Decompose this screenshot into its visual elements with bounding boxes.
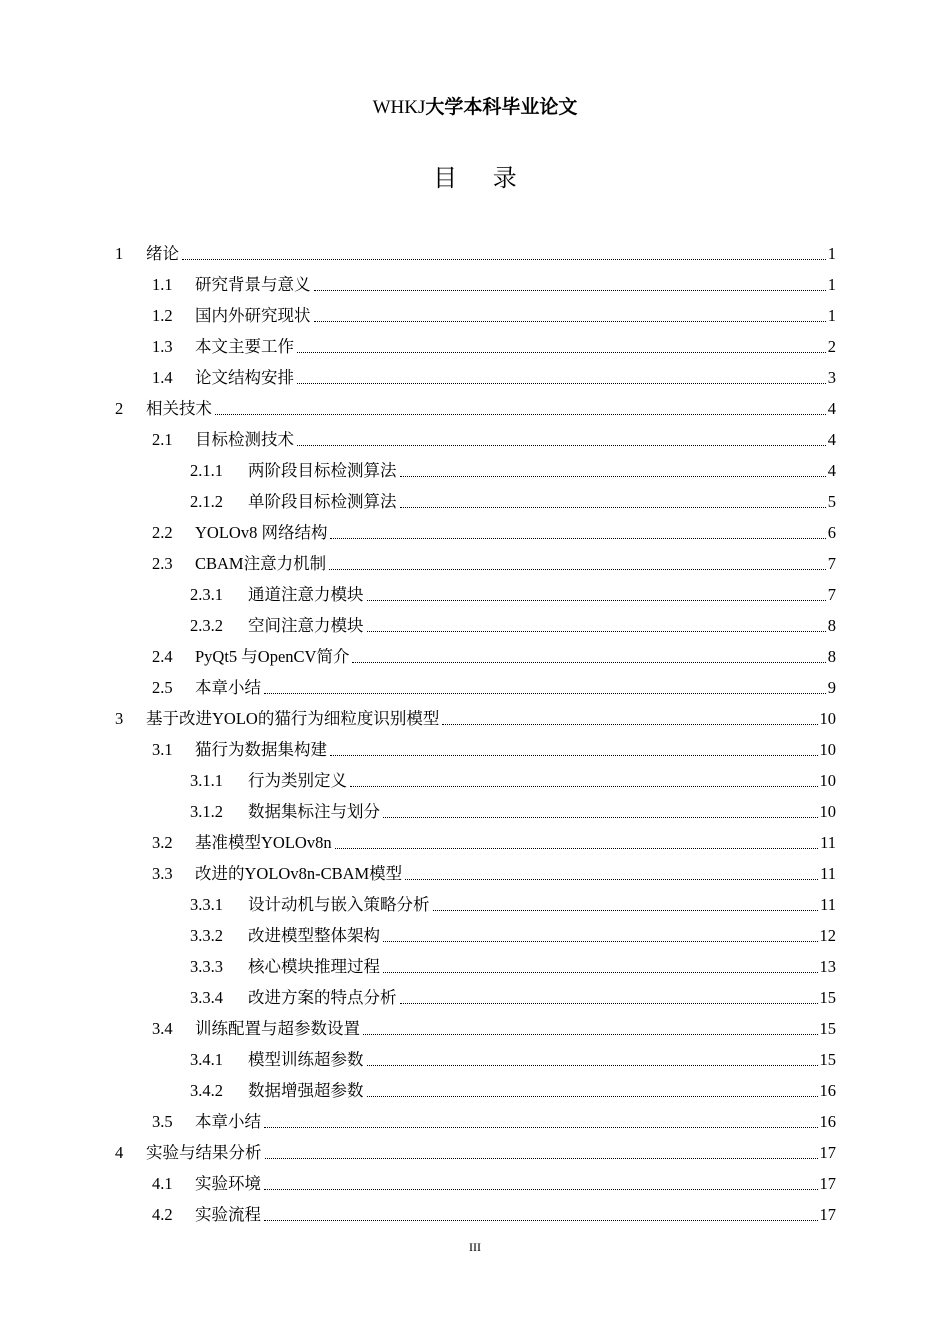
toc-entry-page: 1 bbox=[827, 306, 836, 325]
toc-entry[interactable] bbox=[0, 238, 950, 269]
toc-entry-page: 1 bbox=[827, 244, 836, 263]
toc-entry[interactable] bbox=[0, 548, 950, 579]
toc-entry-number: 3.3.1 bbox=[190, 895, 223, 914]
toc-entry-label: 数据集标注与划分 bbox=[248, 802, 380, 821]
toc-entry-number: 3.4.1 bbox=[190, 1050, 223, 1069]
toc-entry-body bbox=[195, 269, 836, 300]
toc-entry-page: 3 bbox=[827, 368, 836, 387]
toc-entry-number: 2 bbox=[115, 399, 124, 418]
toc-dot-leader bbox=[182, 259, 826, 260]
toc-dot-leader bbox=[314, 321, 826, 322]
toc-entry-body bbox=[195, 331, 836, 362]
toc-entry-label: 实验环境 bbox=[195, 1174, 261, 1193]
toc-dot-leader bbox=[297, 445, 826, 446]
toc-entry-label: 本章小结 bbox=[195, 678, 261, 697]
toc-entry-page: 13 bbox=[819, 957, 836, 976]
toc-entry[interactable] bbox=[0, 1137, 950, 1168]
toc-entry-label: 本章小结 bbox=[195, 1112, 261, 1131]
toc-entry-page: 8 bbox=[827, 616, 836, 635]
toc-entry-label: 目标检测技术 bbox=[195, 430, 294, 449]
toc-entry-number: 4 bbox=[115, 1143, 124, 1162]
toc-dot-leader bbox=[442, 724, 817, 725]
toc-entry-label: 行为类别定义 bbox=[248, 771, 347, 790]
toc-dot-leader bbox=[352, 662, 825, 663]
toc-entry[interactable] bbox=[0, 1168, 950, 1199]
toc-entry-label: 数据增强超参数 bbox=[248, 1081, 364, 1100]
toc-entry-number: 2.3.1 bbox=[190, 585, 223, 604]
toc-entry-page: 2 bbox=[827, 337, 836, 356]
toc-entry[interactable] bbox=[0, 579, 950, 610]
toc-entry-body bbox=[248, 765, 836, 796]
toc-entry[interactable] bbox=[0, 269, 950, 300]
toc-dot-leader bbox=[400, 507, 826, 508]
toc-entry-label: PyQt5 与OpenCV简介 bbox=[195, 647, 350, 666]
toc-entry[interactable] bbox=[0, 951, 950, 982]
toc-entry-number: 4.2 bbox=[152, 1205, 173, 1224]
toc-entry-number: 3.3.4 bbox=[190, 988, 223, 1007]
toc-entry-number: 3.1.1 bbox=[190, 771, 223, 790]
toc-entry-page: 11 bbox=[820, 833, 836, 852]
toc-entry-body bbox=[195, 672, 836, 703]
toc-entry-number: 3.1 bbox=[152, 740, 173, 759]
toc-entry-body bbox=[195, 827, 836, 858]
toc-entry[interactable] bbox=[0, 331, 950, 362]
toc-entry-body bbox=[195, 1168, 836, 1199]
toc-entry-body bbox=[195, 858, 836, 889]
toc-entry-body bbox=[195, 1013, 836, 1044]
toc-entry[interactable] bbox=[0, 517, 950, 548]
toc-entry-body bbox=[146, 1137, 836, 1168]
toc-entry-number: 3.4.2 bbox=[190, 1081, 223, 1100]
toc-entry-number: 1.1 bbox=[152, 275, 173, 294]
toc-entry[interactable] bbox=[0, 672, 950, 703]
toc-entry-label: 实验与结果分析 bbox=[146, 1143, 262, 1162]
toc-dot-leader bbox=[329, 569, 826, 570]
toc-entry-body bbox=[146, 703, 836, 734]
toc-entry-label: 研究背景与意义 bbox=[195, 275, 311, 294]
toc-entry[interactable] bbox=[0, 889, 950, 920]
toc-entry[interactable] bbox=[0, 1106, 950, 1137]
toc-dot-leader bbox=[383, 972, 818, 973]
header-thesis-title: 大学本科毕业论文 bbox=[425, 96, 578, 118]
toc-entry-number: 2.3 bbox=[152, 554, 173, 573]
toc-entry-page: 4 bbox=[827, 461, 836, 480]
toc-entry-label: 猫行为数据集构建 bbox=[195, 740, 327, 759]
toc-entry-body bbox=[248, 579, 836, 610]
toc-dot-leader bbox=[367, 631, 826, 632]
toc-entry-page: 5 bbox=[827, 492, 836, 511]
toc-entry-number: 1 bbox=[115, 244, 124, 263]
toc-entry[interactable] bbox=[0, 424, 950, 455]
toc-entry[interactable] bbox=[0, 1075, 950, 1106]
toc-entry-number: 2.5 bbox=[152, 678, 173, 697]
toc-entry-label: CBAM注意力机制 bbox=[195, 554, 327, 573]
toc-entry-page: 6 bbox=[827, 523, 836, 542]
table-of-contents bbox=[0, 238, 950, 1230]
toc-entry-page: 17 bbox=[819, 1205, 836, 1224]
toc-entry-body bbox=[248, 982, 836, 1013]
toc-entry-page: 7 bbox=[827, 585, 836, 604]
toc-entry-body bbox=[248, 951, 836, 982]
toc-entry[interactable] bbox=[0, 858, 950, 889]
toc-entry-body bbox=[146, 238, 836, 269]
page-number: III bbox=[469, 1240, 481, 1254]
toc-entry-body bbox=[195, 734, 836, 765]
toc-entry-label: 单阶段目标检测算法 bbox=[248, 492, 397, 511]
toc-dot-leader bbox=[314, 290, 826, 291]
toc-dot-leader bbox=[264, 1127, 818, 1128]
toc-entry-page: 17 bbox=[819, 1143, 836, 1162]
toc-entry-page: 1 bbox=[827, 275, 836, 294]
toc-entry-page: 9 bbox=[827, 678, 836, 697]
toc-entry[interactable] bbox=[0, 610, 950, 641]
toc-entry[interactable] bbox=[0, 362, 950, 393]
toc-dot-leader bbox=[215, 414, 826, 415]
toc-dot-leader bbox=[400, 1003, 818, 1004]
toc-entry-number: 3.5 bbox=[152, 1112, 173, 1131]
toc-entry[interactable] bbox=[0, 920, 950, 951]
toc-dot-leader bbox=[363, 1034, 818, 1035]
toc-entry-number: 2.1 bbox=[152, 430, 173, 449]
toc-entry-page: 10 bbox=[819, 802, 836, 821]
toc-entry-page: 10 bbox=[819, 740, 836, 759]
toc-entry[interactable] bbox=[0, 1199, 950, 1230]
toc-entry[interactable] bbox=[0, 300, 950, 331]
toc-entry-page: 10 bbox=[819, 771, 836, 790]
toc-entry-number: 2.3.2 bbox=[190, 616, 223, 635]
toc-entry-number: 2.2 bbox=[152, 523, 173, 542]
toc-entry[interactable] bbox=[0, 1044, 950, 1075]
toc-dot-leader bbox=[264, 693, 826, 694]
toc-entry-body bbox=[248, 610, 836, 641]
toc-entry[interactable] bbox=[0, 486, 950, 517]
toc-entry[interactable] bbox=[0, 765, 950, 796]
toc-entry[interactable] bbox=[0, 734, 950, 765]
toc-dot-leader bbox=[264, 1220, 818, 1221]
toc-entry-body bbox=[248, 455, 836, 486]
toc-entry-label: 基准模型YOLOv8n bbox=[195, 833, 332, 852]
toc-title: 目 录 bbox=[433, 164, 531, 192]
toc-dot-leader bbox=[433, 910, 819, 911]
toc-entry-number: 3.3.3 bbox=[190, 957, 223, 976]
toc-entry-body bbox=[248, 1044, 836, 1075]
toc-entry-number: 4.1 bbox=[152, 1174, 173, 1193]
toc-entry-label: 实验流程 bbox=[195, 1205, 261, 1224]
toc-entry-page: 11 bbox=[820, 864, 836, 883]
toc-entry-page: 4 bbox=[827, 399, 836, 418]
toc-entry-page: 16 bbox=[819, 1112, 836, 1131]
toc-entry-page: 4 bbox=[827, 430, 836, 449]
toc-entry[interactable] bbox=[0, 982, 950, 1013]
toc-entry-number: 1.4 bbox=[152, 368, 173, 387]
toc-dot-leader bbox=[335, 848, 819, 849]
toc-entry[interactable] bbox=[0, 796, 950, 827]
toc-entry-number: 2.1.1 bbox=[190, 461, 223, 480]
toc-entry-body bbox=[248, 486, 836, 517]
toc-dot-leader bbox=[405, 879, 818, 880]
toc-entry-label: 核心模块推理过程 bbox=[248, 957, 380, 976]
toc-entry-body bbox=[146, 393, 836, 424]
toc-entry-label: 本文主要工作 bbox=[195, 337, 294, 356]
toc-entry-page: 16 bbox=[819, 1081, 836, 1100]
toc-entry-body bbox=[195, 362, 836, 393]
toc-entry-label: YOLOv8 网络结构 bbox=[195, 523, 328, 542]
toc-entry-number: 3.3 bbox=[152, 864, 173, 883]
toc-dot-leader bbox=[297, 352, 826, 353]
toc-entry-page: 15 bbox=[819, 1050, 836, 1069]
toc-dot-leader bbox=[400, 476, 826, 477]
toc-dot-leader bbox=[367, 1096, 818, 1097]
toc-dot-leader bbox=[330, 538, 825, 539]
toc-entry-page: 15 bbox=[819, 988, 836, 1007]
toc-entry[interactable] bbox=[0, 827, 950, 858]
toc-dot-leader bbox=[367, 1065, 818, 1066]
toc-entry[interactable] bbox=[0, 703, 950, 734]
toc-entry[interactable] bbox=[0, 1013, 950, 1044]
toc-entry-label: 基于改进YOLO的猫行为细粒度识别模型 bbox=[146, 709, 440, 728]
toc-dot-leader bbox=[350, 786, 818, 787]
header-university-code: WHKJ bbox=[372, 97, 426, 118]
document-header bbox=[0, 93, 950, 122]
toc-entry-number: 3.3.2 bbox=[190, 926, 223, 945]
toc-entry-number: 3.2 bbox=[152, 833, 173, 852]
toc-entry-number: 1.3 bbox=[152, 337, 173, 356]
toc-entry-label: 训练配置与超参数设置 bbox=[195, 1019, 360, 1038]
toc-entry-number: 3 bbox=[115, 709, 124, 728]
toc-dot-leader bbox=[383, 817, 818, 818]
toc-entry[interactable] bbox=[0, 393, 950, 424]
toc-entry-number: 3.1.2 bbox=[190, 802, 223, 821]
toc-dot-leader bbox=[367, 600, 826, 601]
toc-entry-number: 1.2 bbox=[152, 306, 173, 325]
toc-entry[interactable] bbox=[0, 641, 950, 672]
toc-entry-page: 12 bbox=[819, 926, 836, 945]
toc-entry-label: 两阶段目标检测算法 bbox=[248, 461, 397, 480]
toc-entry-page: 8 bbox=[827, 647, 836, 666]
toc-entry-body bbox=[248, 920, 836, 951]
toc-entry-label: 国内外研究现状 bbox=[195, 306, 311, 325]
toc-entry-body bbox=[248, 1075, 836, 1106]
toc-entry-body bbox=[195, 641, 836, 672]
toc-entry-body bbox=[195, 1106, 836, 1137]
toc-entry-label: 通道注意力模块 bbox=[248, 585, 364, 604]
toc-entry-label: 论文结构安排 bbox=[195, 368, 294, 387]
toc-dot-leader bbox=[264, 1189, 818, 1190]
toc-entry-number: 2.1.2 bbox=[190, 492, 223, 511]
toc-entry-body bbox=[195, 300, 836, 331]
toc-entry-page: 17 bbox=[819, 1174, 836, 1193]
toc-dot-leader bbox=[383, 941, 818, 942]
toc-entry-body bbox=[195, 424, 836, 455]
toc-entry-body bbox=[248, 796, 836, 827]
toc-entry-label: 空间注意力模块 bbox=[248, 616, 364, 635]
toc-entry-body bbox=[195, 1199, 836, 1230]
toc-dot-leader bbox=[330, 755, 818, 756]
toc-entry-label: 改进方案的特点分析 bbox=[248, 988, 397, 1007]
toc-entry-label: 改进模型整体架构 bbox=[248, 926, 380, 945]
toc-entry-page: 15 bbox=[819, 1019, 836, 1038]
toc-entry-number: 2.4 bbox=[152, 647, 173, 666]
toc-entry-label: 模型训练超参数 bbox=[248, 1050, 364, 1069]
toc-dot-leader bbox=[265, 1158, 818, 1159]
toc-entry-page: 10 bbox=[819, 709, 836, 728]
toc-entry-label: 设计动机与嵌入策略分析 bbox=[248, 895, 430, 914]
toc-dot-leader bbox=[297, 383, 826, 384]
toc-entry-label: 改进的YOLOv8n-CBAM模型 bbox=[195, 864, 403, 883]
toc-entry-label: 相关技术 bbox=[146, 399, 212, 418]
toc-entry-label: 绪论 bbox=[146, 244, 179, 263]
toc-entry[interactable] bbox=[0, 455, 950, 486]
toc-entry-page: 11 bbox=[820, 895, 836, 914]
toc-entry-body bbox=[195, 517, 836, 548]
toc-entry-body bbox=[248, 889, 836, 920]
toc-entry-body bbox=[195, 548, 836, 579]
toc-entry-number: 3.4 bbox=[152, 1019, 173, 1038]
toc-entry-page: 7 bbox=[827, 554, 836, 573]
